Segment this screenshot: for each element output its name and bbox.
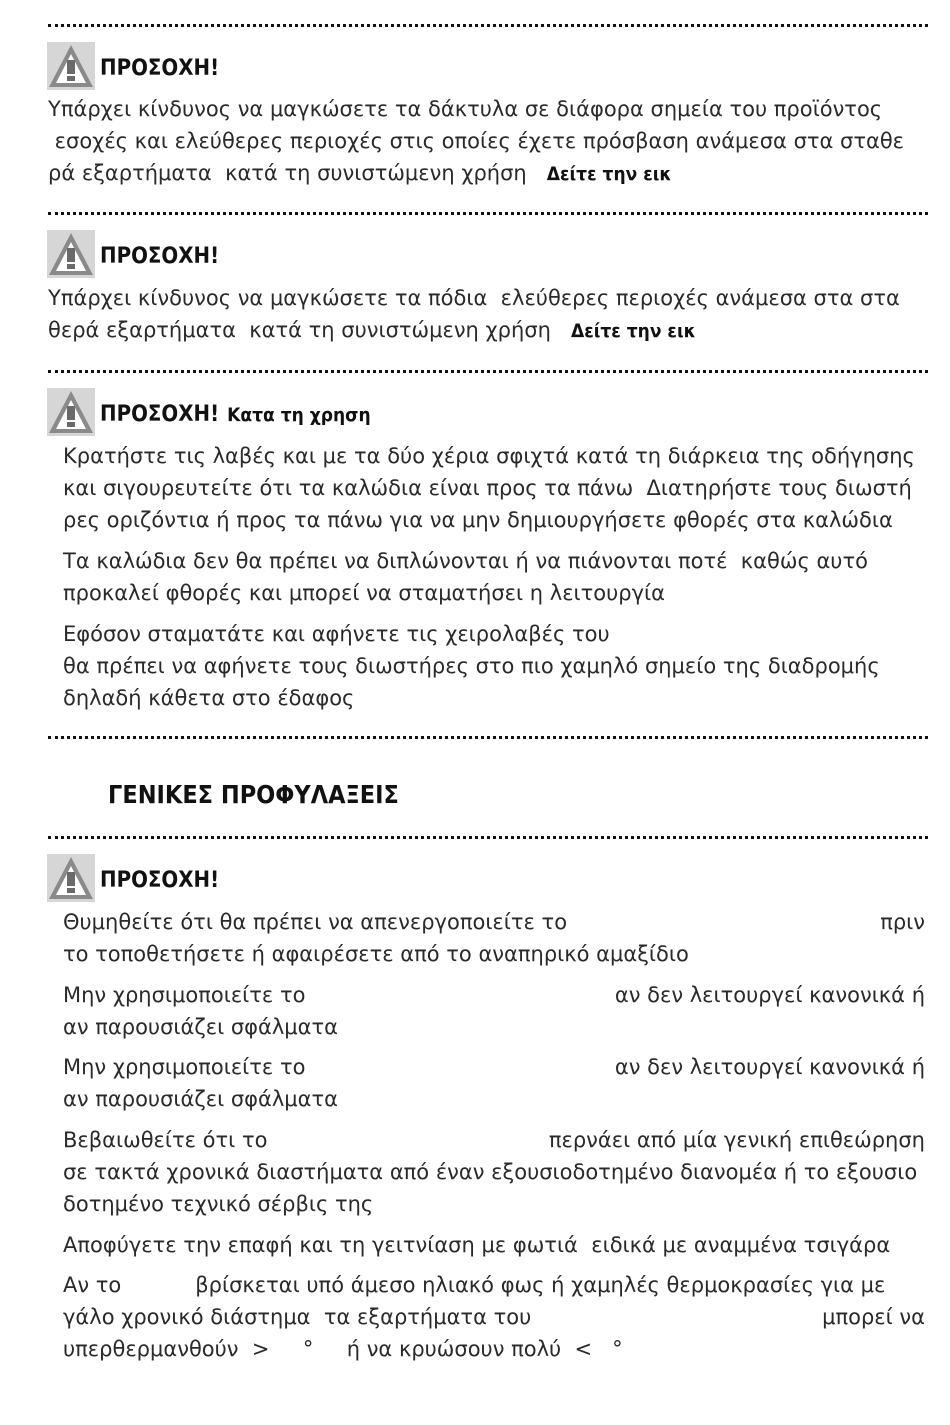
warning-title: ΠΡΟΣΟΧΗ! <box>100 243 220 269</box>
text-line <box>48 157 933 190</box>
warning-header <box>47 854 219 902</box>
text-line: ρες οριζόντια ή προς τα πάνω για να μην δημιουργήσετε φθορές στα καλώδια <box>63 508 893 532</box>
instruction-paragraph <box>63 618 933 714</box>
text-fragment: θερά εξαρτήματα κατά τη συνιστώμενη χρήση <box>48 318 571 342</box>
precaution-paragraph <box>63 1229 925 1261</box>
text-fragment: ρά εξαρτήματα κατά τη συνιστώμενη χρήση <box>48 161 547 185</box>
warning-subtitle: Κατα τη χρηση <box>227 404 371 426</box>
text-line: αν παρουσιάζει σφάλματα <box>63 1087 338 1111</box>
text-fragment: Μην χρησιμοποιείτε το <box>63 983 306 1007</box>
dotted-divider <box>48 736 928 739</box>
warning-title: ΠΡΟΣΟΧΗ! <box>100 401 220 427</box>
text-line: εσοχές και ελεύθερες περιοχές στις οποίες έχετε πρόσβαση ανάμεσα στα σταθε <box>48 129 905 153</box>
text-line: Τα καλώδια δεν θα πρέπει να διπλώνονται ή να πιάνονται ποτέ καθώς αυτό <box>63 549 868 573</box>
text-fragment: αν δεν λειτουργεί κανονικά ή <box>614 983 925 1007</box>
text-line: και σιγουρευτείτε ότι τα καλώδια είναι προς τα πάνω Διατηρήστε τους διωστή <box>63 476 912 500</box>
text-line <box>63 1301 925 1333</box>
text-line <box>63 906 925 938</box>
warning-triangle-icon <box>47 854 95 902</box>
dotted-divider <box>48 370 928 373</box>
warning-triangle-icon <box>47 388 95 436</box>
text-line: Υπάρχει κίνδυνος να μαγκώσετε τα πόδια ελεύθερες περιοχές ανάμεσα στα στα <box>48 286 900 310</box>
section-title: ΓΕΝΙΚΕΣ ΠΡΟΦΥΛΑΞΕΙΣ <box>108 780 399 809</box>
text-fragment: Μην χρησιμοποιείτε το <box>63 1055 306 1079</box>
warning-header <box>47 42 219 90</box>
dotted-divider <box>48 836 928 839</box>
dotted-divider <box>48 24 928 27</box>
text-line: υπερθερμανθούν > ° ή να κρυώσουν πολύ < ° <box>63 1337 623 1361</box>
warning-triangle-icon <box>47 230 95 278</box>
text-line: δηλαδή κάθετα στο έδαφος <box>63 686 355 710</box>
text-fragment: μπορεί να <box>822 1305 925 1329</box>
text-line: προκαλεί φθορές και μπορεί να σταματήσει η λειτουργία <box>63 581 666 605</box>
warning-header <box>47 388 371 436</box>
text-line <box>63 979 925 1011</box>
text-fragment: γάλο χρονικό διάστημα τα εξαρτήματα του <box>63 1305 532 1329</box>
text-line: αν παρουσιάζει σφάλματα <box>63 1015 338 1039</box>
text-line <box>63 1124 925 1156</box>
text-line: Υπάρχει κίνδυνος να μαγκώσετε τα δάκτυλα σε διάφορα σημεία του προϊόντος <box>48 97 883 121</box>
precaution-paragraph <box>63 1269 925 1365</box>
text-fragment: περνάει από μία γενική επιθεώρηση <box>548 1128 925 1152</box>
text-fragment: βρίσκεται υπό άμεσο ηλιακό φως ή χαμηλές θερμοκρασίες για με <box>195 1273 886 1297</box>
text-line: Κρατήστε τις λαβές και με τα δύο χέρια σφιχτά κατά τη διάρκεια της οδήγησης <box>63 444 915 468</box>
text-fragment: πριν <box>880 910 925 934</box>
instruction-paragraph <box>63 440 933 536</box>
text-fragment: Αν το <box>63 1273 122 1297</box>
dotted-divider <box>48 212 928 215</box>
text-line <box>48 314 933 347</box>
text-line: το τοποθετήσετε ή αφαιρέσετε από το αναπηρικό αμαξίδιο <box>63 942 689 966</box>
text-line: σε τακτά χρονικά διαστήματα από έναν εξουσιοδοτημένο διανομέα ή το εξουσιο <box>63 1160 918 1184</box>
warning-text <box>48 282 933 347</box>
text-line: θα πρέπει να αφήνετε τους διωστήρες στο πιο χαμηλό σημείο της διαδρομής <box>63 654 880 678</box>
figure-reference: Δείτε την εικ <box>546 163 672 185</box>
warning-title: ΠΡΟΣΟΧΗ! <box>100 867 220 893</box>
text-fragment: αν δεν λειτουργεί κανονικά ή <box>614 1055 925 1079</box>
warning-title: ΠΡΟΣΟΧΗ! <box>100 55 220 81</box>
text-fragment: Βεβαιωθείτε ότι το <box>63 1128 268 1152</box>
text-line <box>63 1269 925 1301</box>
text-line: Αποφύγετε την επαφή και τη γειτνίαση με φωτιά ειδικά με αναμμένα τσιγάρα <box>63 1233 891 1257</box>
precaution-paragraph <box>63 1051 925 1115</box>
text-line: Εφόσον σταματάτε και αφήνετε τις χειρολαβές του <box>63 622 610 646</box>
instruction-paragraph <box>63 545 933 609</box>
text-line: δοτημένο τεχνικό σέρβις της <box>63 1192 374 1216</box>
precaution-paragraph <box>63 906 925 970</box>
warning-text <box>48 93 933 190</box>
text-line <box>63 1051 925 1083</box>
text-fragment: Θυμηθείτε ότι θα πρέπει να απενεργοποιείτε το <box>63 910 568 934</box>
warning-header <box>47 230 219 278</box>
precaution-paragraph <box>63 979 925 1043</box>
precaution-paragraph <box>63 1124 925 1220</box>
figure-reference: Δείτε την εικ <box>570 320 696 342</box>
warning-triangle-icon <box>47 42 95 90</box>
